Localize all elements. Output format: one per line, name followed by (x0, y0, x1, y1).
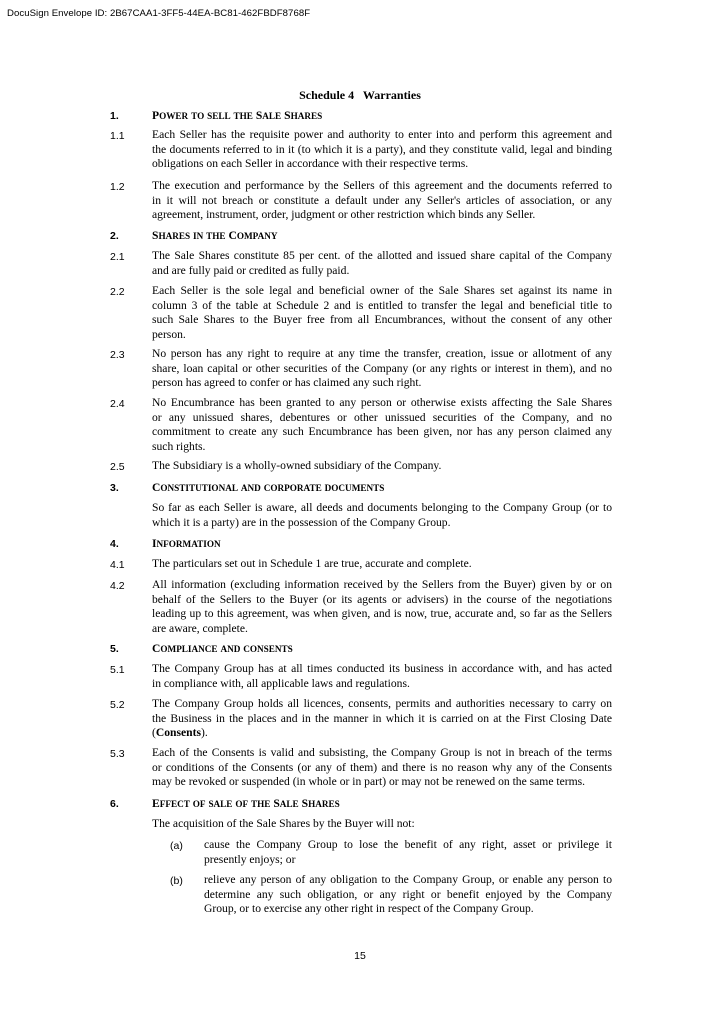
text-line: No Encumbrance has been granted to any person or otherwise exists affecting the Sale Shares (152, 396, 612, 409)
clause-number: 1.2 (110, 181, 125, 193)
section-heading-power-to-sell: POWER TO SELL THE SALE SHARES (152, 109, 323, 122)
clause-number: 2.5 (110, 461, 125, 473)
text-line: or conditions of the Consents (or any of them) and there is no reason why any of the Consents (152, 760, 612, 774)
text-line: in it will not breach or constitute a default under any Seller's articles of association, or any (152, 193, 612, 207)
clause-number: 5.1 (110, 664, 125, 676)
text-line: The Sale Shares constitute 85 per cent. of the allotted and issued share capital of the Company (152, 249, 612, 262)
text-line: which it is a party) are in the possession of the Company Group. (152, 515, 451, 529)
text-line: The execution and performance by the Sellers of this agreement and the documents referred to (152, 179, 612, 192)
text-line: All information (excluding information received by the Sellers from the Buyer) given by or on (152, 578, 612, 591)
docusign-envelope-id: DocuSign Envelope ID: 2B67CAA1-3FF5-44EA-BC81-462FBDF8768F (7, 8, 311, 19)
defined-term-consents: Consents (155, 726, 201, 740)
clause-number: 4.2 (110, 580, 125, 592)
text-line: The Company Group holds all licences, consents, permits and authorities necessary to carry on (152, 697, 612, 710)
text-line: No person has any right to require at any time the transfer, creation, issue or allotment of any (152, 347, 612, 360)
section-heading-compliance: COMPLIANCE AND CONSENTS (152, 642, 293, 655)
text-line: person has agreed to confer or has claimed any such right. (152, 376, 422, 390)
clause-6-b (204, 873, 612, 917)
text-line: Group, or to exercise any other right in respect of the Company Group. (204, 902, 534, 916)
text-line: Each Seller has the requisite power and authority to enter into and perform this agreement and (152, 128, 612, 141)
clause-3-body (152, 501, 612, 530)
clause-number: 2.4 (110, 398, 125, 410)
clause-2-3 (152, 347, 612, 391)
text-line: agreement, instrument, order, judgment or other restriction which binds any Seller. (152, 208, 536, 222)
text-line: in compliance with, all applicable laws and regulations. (152, 676, 410, 690)
clause-1-1 (152, 128, 612, 172)
clause-5-2: The Company Group holds all licences, consents, permits and authorities necessary to carry on the Business in the places and in the manner in which it is carried on at the First Closing Date (Consents). (152, 697, 612, 740)
text-line: Each Seller is the sole legal and beneficial owner of the Sale Shares set against its name in (152, 284, 612, 297)
text-line: So far as each Seller is aware, all deeds and documents belonging to the Company Group (or to (152, 501, 612, 514)
text-line: commitment to create any such Encumbrance has been given, nor has any person claimed any (152, 425, 612, 439)
text-line: share, loan capital or other securities of the Company (or any rights or interest in them), and no (152, 361, 612, 375)
section-heading-effect-of-sale: EFFECT OF SALE OF THE SALE SHARES (152, 797, 340, 810)
text-line: leading up to this agreement, was when given, and is now, true, accurate and, so far as the Sellers (152, 607, 612, 621)
text-line: person. (152, 327, 186, 341)
clause-number: 1.1 (110, 130, 125, 142)
section-heading-constitutional: CONSTITUTIONAL AND CORPORATE DOCUMENTS (152, 481, 385, 494)
section-number: 5. (110, 643, 119, 655)
text-line: are aware, complete. (152, 621, 248, 635)
clause-1-2 (152, 179, 612, 223)
clause-number: 2.1 (110, 251, 125, 263)
text-line: presently enjoys; or (204, 852, 296, 866)
text-line: The Company Group has at all times conducted its business in accordance with, and has acted (152, 662, 612, 675)
section-number: 2. (110, 230, 119, 242)
text-line: the Business in the places and in the manner in which it is carried on at the First Closing Date (152, 711, 612, 725)
clause-number: 5.3 (110, 748, 125, 760)
text-line: Each of the Consents is valid and subsisting, the Company Group is not in breach of the terms (152, 746, 612, 759)
clause-2-2 (152, 284, 612, 342)
text-line: the documents referred to in it (to which it is a party), and they constitute valid, legal and binding (152, 142, 612, 156)
clause-2-1 (152, 249, 612, 278)
sub-clause-label: (b) (170, 875, 183, 887)
section-number: 1. (110, 110, 119, 122)
text-line: cause the Company Group to lose the benefit of any right, asset or privilege it (204, 838, 612, 851)
clause-6-a (204, 838, 612, 867)
text-line: column 3 of the table at Schedule 2 and is entitled to transfer the legal and beneficial title to (152, 298, 612, 312)
section-number: 6. (110, 798, 119, 810)
sub-clause-label: (a) (170, 840, 183, 852)
text-line: obligations on each Seller in accordance with their respective terms. (152, 157, 469, 171)
clause-4-2 (152, 578, 612, 636)
section-heading-shares: SHARES IN THE COMPANY (152, 229, 278, 242)
text-line: may be revoked or suspended (in whole or in part) or may not be renewed on the same terms. (152, 775, 586, 789)
text-line: The acquisition of the Sale Shares by the Buyer will not: (152, 817, 415, 830)
section-number: 3. (110, 482, 119, 494)
text-line: such Sale Shares to the Buyer free from all Encumbrances, without the consent of any other (152, 313, 612, 327)
clause-number: 2.3 (110, 349, 125, 361)
section-number: 4. (110, 538, 119, 550)
clause-number: 2.2 (110, 286, 125, 298)
clause-4-1 (152, 557, 612, 572)
clause-5-1 (152, 662, 612, 691)
page-number: 15 (354, 950, 366, 962)
clause-number: 5.2 (110, 699, 125, 711)
text-line: The particulars set out in Schedule 1 are true, accurate and complete. (152, 557, 472, 570)
clause-2-4 (152, 396, 612, 454)
section-heading-information: INFORMATION (152, 537, 221, 550)
clause-number: 4.1 (110, 559, 125, 571)
text-line: relieve any person of any obligation to the Company Group, or enable any person to (204, 873, 612, 886)
text-line: or any unissued shares, debentures or other unissued securities of the Company, and no (152, 410, 612, 424)
clause-5-3 (152, 746, 612, 790)
text-line: The Subsidiary is a wholly-owned subsidiary of the Company. (152, 459, 442, 472)
text-line: behalf of the Sellers to the Buyer (or its agents or advisers) in the course of the negotiations (152, 592, 612, 606)
text-line: and are fully paid or credited as fully paid. (152, 263, 350, 277)
text-line: such rights. (152, 439, 206, 453)
clause-2-5 (152, 459, 612, 474)
clause-6-intro (152, 817, 612, 832)
schedule-title: Schedule 4 Warranties (299, 88, 421, 102)
text-line: determine any such obligation, or any right or benefit enjoyed by the Company (204, 887, 612, 901)
